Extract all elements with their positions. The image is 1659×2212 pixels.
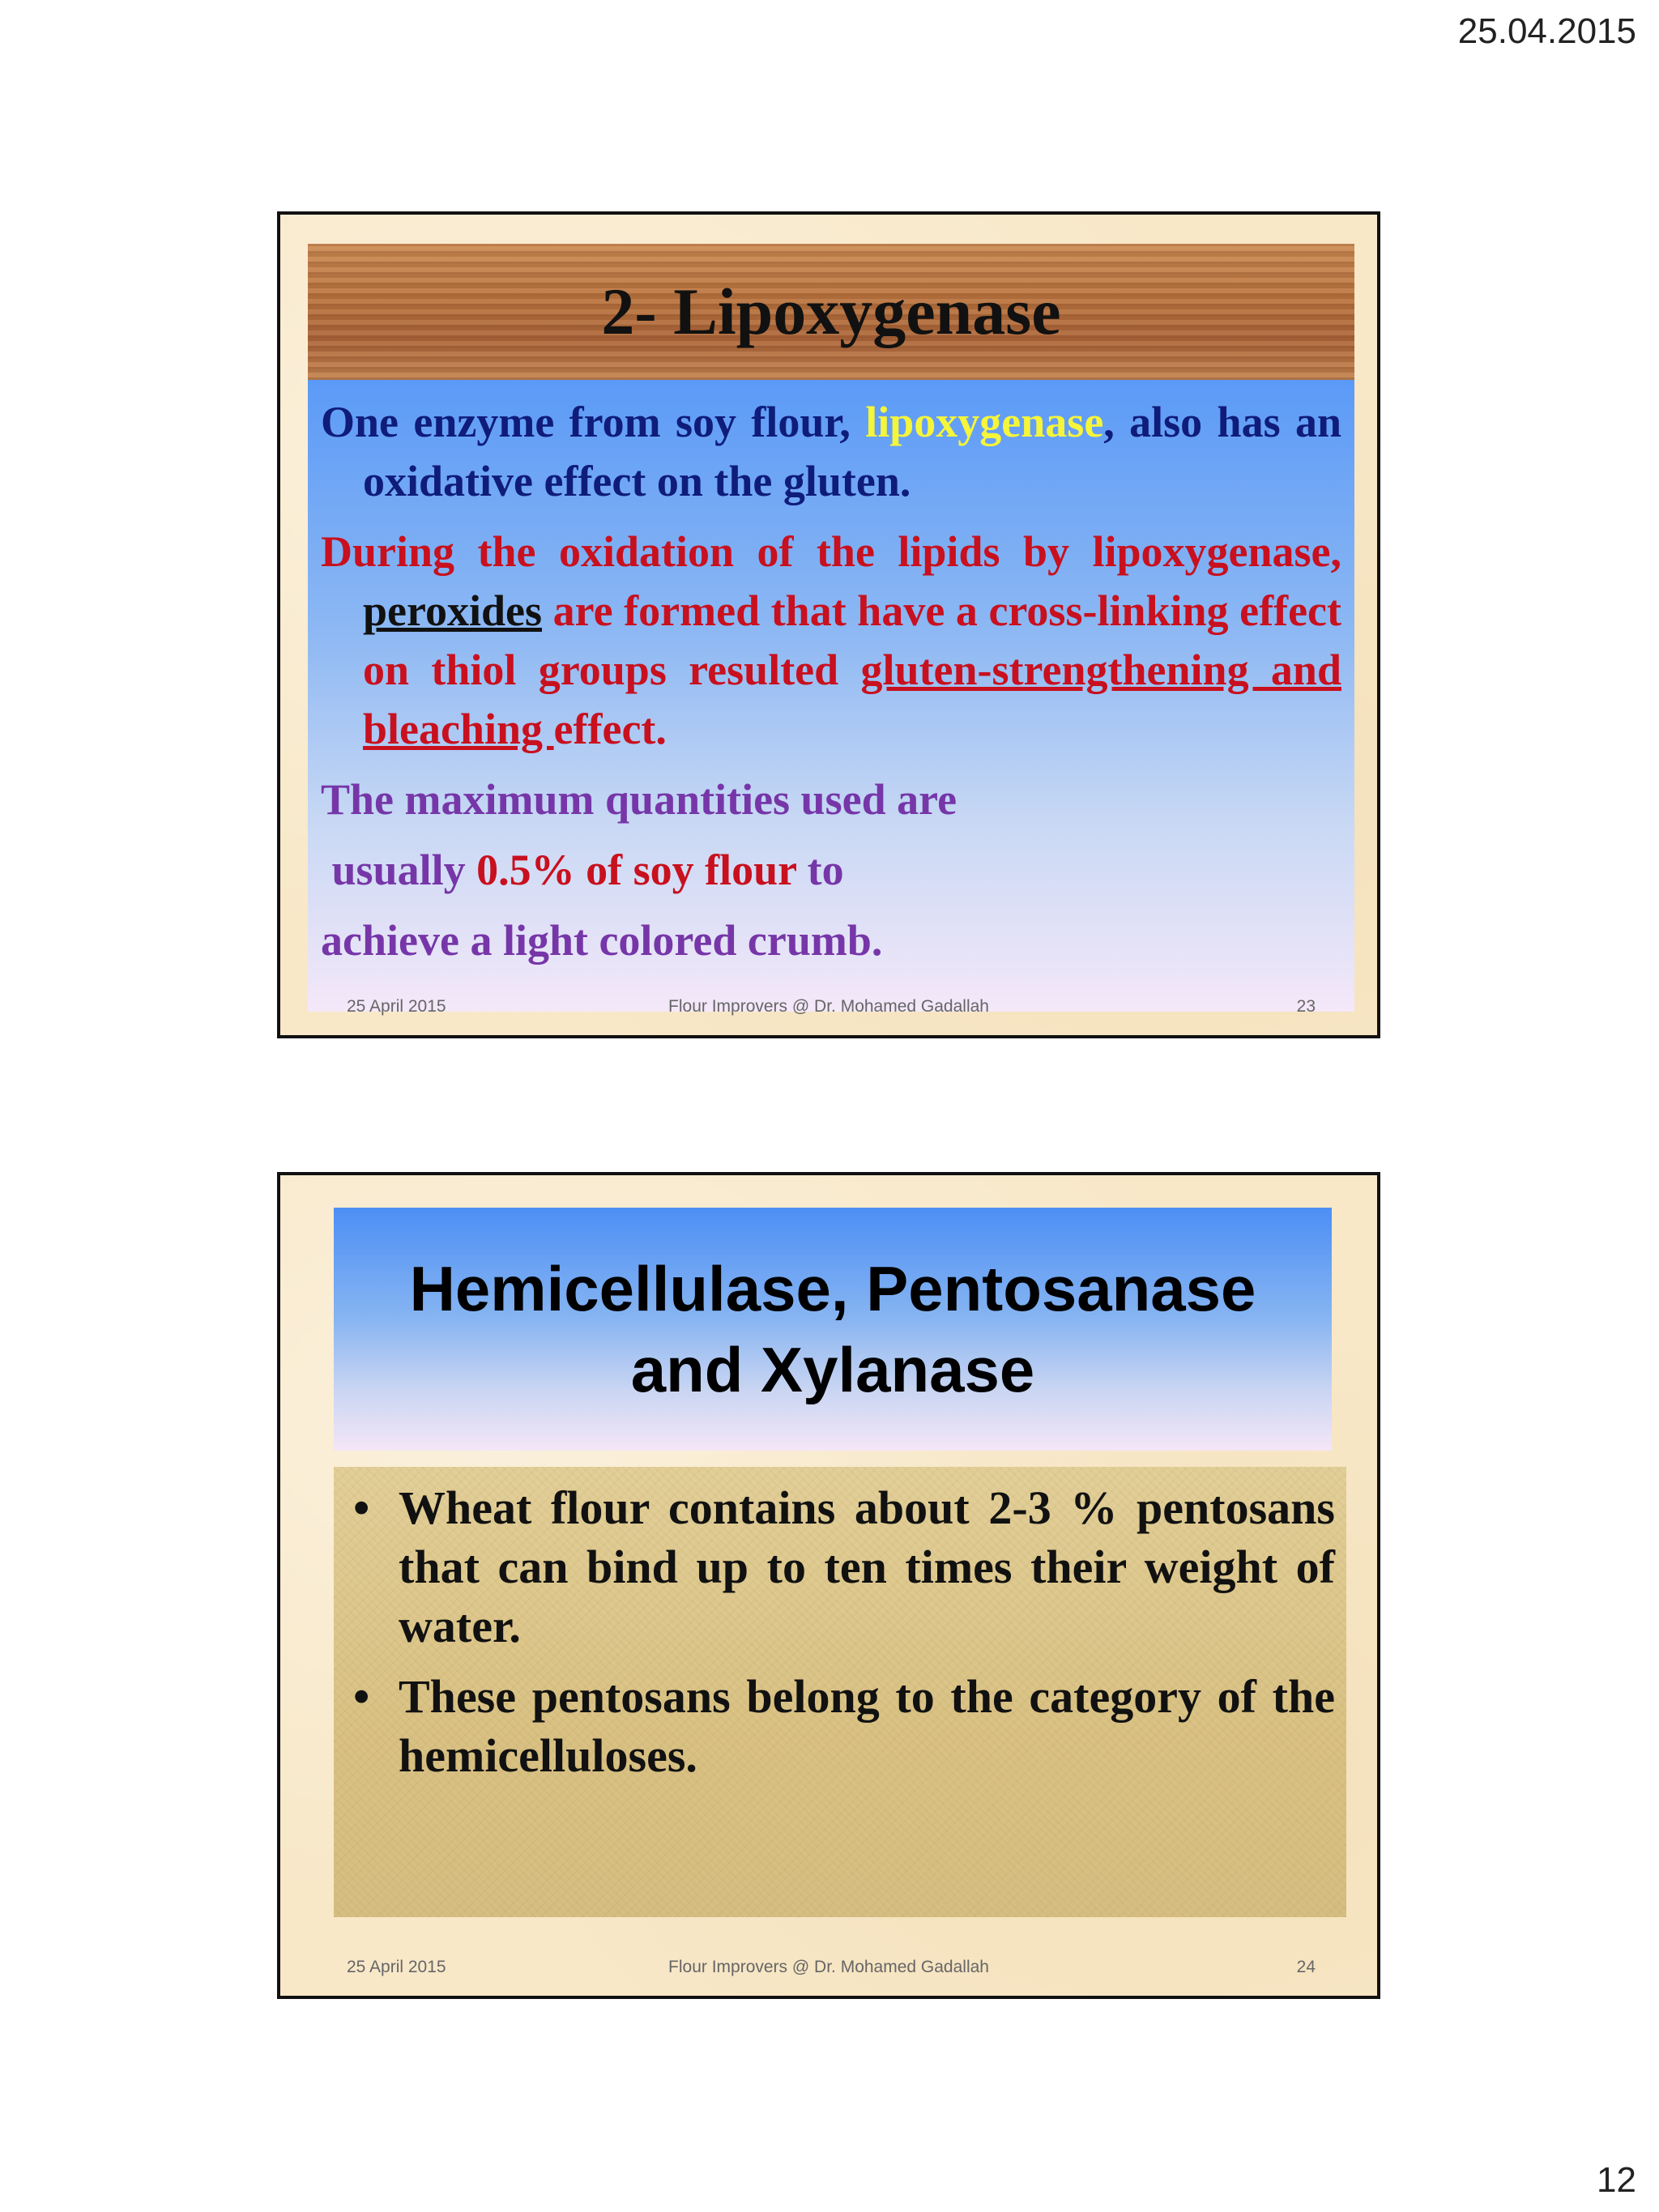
- text-segment: effect.: [553, 705, 667, 753]
- paragraph-oxidation: [321, 522, 1341, 759]
- bullet-item: [345, 1478, 1335, 1656]
- slide-title-line-1: Hemicellulase, Pentosanase: [409, 1253, 1256, 1324]
- line-maximum-quantities: The maximum quantities used are: [321, 775, 957, 824]
- slide-body: [334, 1467, 1346, 1917]
- bullet-symbol: •: [353, 1481, 370, 1534]
- paragraph-enzyme: [321, 393, 1341, 511]
- slide-title-bar: [308, 244, 1354, 380]
- slide-footer-number: 23: [1296, 997, 1316, 1016]
- slide-title-box: [334, 1208, 1332, 1451]
- highlight-soy-flour-percentage: 0.5% of soy flour: [476, 846, 797, 894]
- text-segment: to: [796, 846, 844, 894]
- text-segment: are formed that have a cross-linking effect on thiol groups resulted: [363, 586, 1341, 694]
- text-segment: usually: [321, 846, 477, 894]
- bullet-item: [345, 1667, 1335, 1785]
- page-number: 12: [1597, 2160, 1636, 2200]
- bullet-symbol: •: [353, 1670, 370, 1723]
- bullet-text: These pentosans belong to the category of the hemicelluloses.: [399, 1670, 1335, 1782]
- slide-title-line-2: and Xylanase: [630, 1334, 1035, 1405]
- highlight-lipoxygenase: lipoxygenase: [865, 398, 1104, 446]
- text-segment: , also has an oxidative effect on the gluten.: [363, 398, 1341, 505]
- underlined-peroxides: peroxides: [363, 586, 543, 635]
- line-light-crumb: achieve a light colored crumb.: [321, 916, 883, 965]
- page-date: 25.04.2015: [1457, 11, 1636, 51]
- slide-footer-date: 25 April 2015: [347, 1958, 446, 1976]
- underlined-gluten-strengthening: gluten-strengthening and bleaching: [363, 646, 1341, 753]
- slide-footer-number: 24: [1296, 1958, 1316, 1976]
- slide-footer-title: Flour Improvers @ Dr. Mohamed Gadallah: [668, 1958, 989, 1976]
- text-segment: One enzyme from soy flour,: [321, 398, 866, 446]
- slide-footer-date: 25 April 2015: [347, 997, 446, 1016]
- slide-hemicellulase: [277, 1172, 1380, 1999]
- text-segment: During the oxidation of the lipids by lipoxygenase,: [321, 527, 1341, 576]
- slide-footer-title: Flour Improvers @ Dr. Mohamed Gadallah: [668, 997, 989, 1016]
- slide-body: [308, 380, 1354, 1012]
- slide-title: [387, 1248, 1278, 1410]
- line-usually: [321, 841, 1341, 900]
- slide-lipoxygenase: [277, 211, 1380, 1038]
- bullet-text: Wheat flour contains about 2-3 % pentosans that can bind up to ten times their weight of water.: [399, 1481, 1335, 1652]
- slide-title: 2- Lipoxygenase: [601, 275, 1061, 348]
